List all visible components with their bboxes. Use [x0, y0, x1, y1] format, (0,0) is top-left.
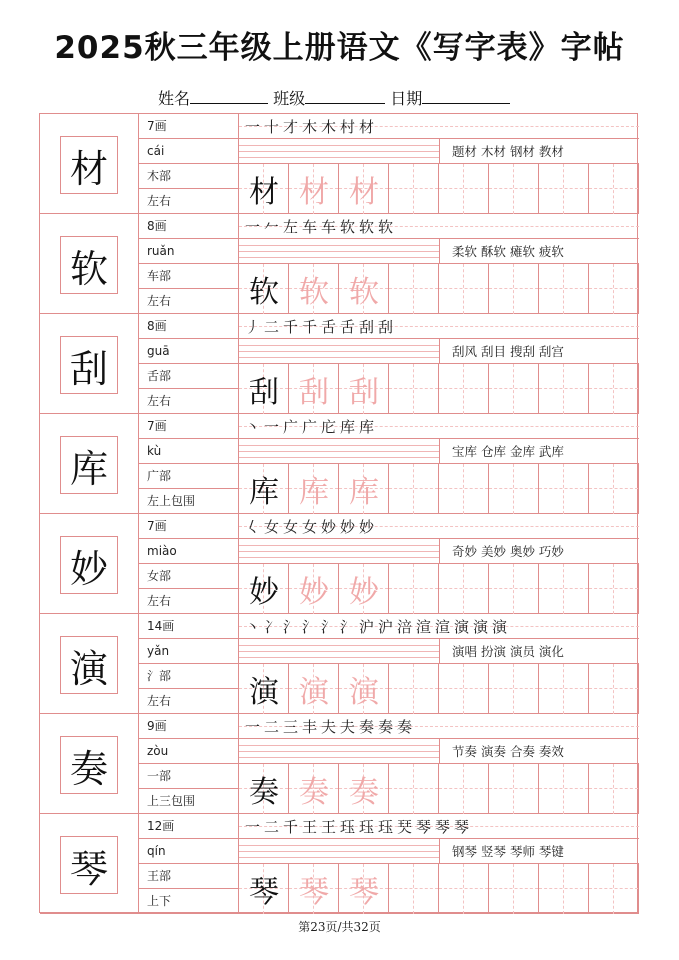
page-title: 2025秋三年级上册语文《写字表》字帖	[54, 30, 625, 66]
structure: 左右	[139, 289, 239, 314]
structure: 上下	[139, 889, 239, 914]
tianzige-cell[interactable]	[539, 264, 589, 314]
character-row	[40, 414, 639, 514]
pinyin-writing-lines[interactable]	[239, 539, 439, 564]
main-character: 材	[60, 136, 118, 194]
character-row	[40, 314, 639, 414]
radical: 王部	[139, 864, 239, 889]
stroke-order: 丶冫氵氵氵氵沪沪涪渲渲演演演	[245, 618, 512, 636]
model-character: 妙	[249, 575, 279, 610]
date-label: 日期	[390, 89, 423, 108]
main-character-cell	[40, 314, 139, 413]
main-character: 奏	[60, 736, 118, 794]
radical: 木部	[139, 164, 239, 189]
pinyin-writing-lines[interactable]	[239, 339, 439, 364]
stroke-count: 7画	[139, 514, 239, 539]
model-character: 库	[249, 475, 279, 510]
stroke-count: 9画	[139, 714, 239, 739]
trace-character: 奏	[299, 775, 329, 810]
stroke-count: 14画	[139, 614, 239, 639]
pinyin: guā	[139, 339, 239, 364]
tianzige-cell[interactable]	[539, 664, 589, 714]
stroke-order-line	[239, 314, 639, 339]
trace-character: 库	[299, 475, 329, 510]
structure: 左上包围	[139, 489, 239, 514]
main-character: 妙	[60, 536, 118, 594]
character-row	[40, 714, 639, 814]
trace-character: 琴	[349, 875, 379, 910]
tianzige-cell[interactable]	[389, 464, 439, 514]
radical: 车部	[139, 264, 239, 289]
pinyin-writing-lines[interactable]	[239, 839, 439, 864]
writing-grid[interactable]	[239, 764, 639, 814]
main-character-cell	[40, 214, 139, 313]
trace-character: 材	[299, 175, 329, 210]
tianzige-cell[interactable]	[439, 564, 489, 614]
pinyin-writing-lines[interactable]	[239, 139, 439, 164]
tianzige-cell[interactable]	[589, 664, 639, 714]
practice-sheet	[39, 113, 638, 913]
pinyin: qín	[139, 839, 239, 864]
radical: 舌部	[139, 364, 239, 389]
trace-character: 演	[349, 675, 379, 710]
trace-character: 琴	[299, 875, 329, 910]
main-character: 琴	[60, 836, 118, 894]
tianzige-cell[interactable]	[539, 464, 589, 514]
main-character-cell	[40, 514, 139, 613]
stroke-order: 一十才木木村材	[245, 118, 379, 136]
character-row	[40, 514, 639, 614]
tianzige-cell[interactable]	[489, 264, 539, 314]
structure: 左右	[139, 389, 239, 414]
stroke-count: 8画	[139, 214, 239, 239]
tianzige-cell[interactable]	[439, 364, 489, 414]
structure: 左右	[139, 689, 239, 714]
stroke-order: 丶一广广庀库库	[245, 418, 379, 436]
character-row	[40, 614, 639, 714]
tianzige-cell[interactable]	[489, 564, 539, 614]
tianzige-cell[interactable]	[589, 264, 639, 314]
tianzige-cell[interactable]	[389, 664, 439, 714]
tianzige-cell[interactable]	[439, 164, 489, 214]
radical: 氵部	[139, 664, 239, 689]
writing-grid[interactable]	[239, 364, 639, 414]
stroke-order: 丿二千千舌舌刮刮	[245, 318, 398, 336]
page-number: 第23页/共32页	[298, 920, 381, 934]
trace-character: 刮	[299, 375, 329, 410]
model-character: 琴	[249, 875, 279, 910]
example-words: 演唱 扮演 演员 演化	[439, 639, 639, 664]
tianzige-cell[interactable]	[589, 464, 639, 514]
tianzige-cell[interactable]	[589, 864, 639, 914]
example-words: 题材 木材 钢材 教材	[439, 139, 639, 164]
stroke-order-line	[239, 714, 639, 739]
model-character: 软	[249, 275, 279, 310]
tianzige-cell[interactable]	[489, 164, 539, 214]
tianzige-cell[interactable]	[439, 864, 489, 914]
example-words: 节奏 演奏 合奏 奏效	[439, 739, 639, 764]
tianzige-cell[interactable]	[389, 564, 439, 614]
tianzige-cell[interactable]	[489, 364, 539, 414]
trace-character: 奏	[349, 775, 379, 810]
main-character-cell	[40, 714, 139, 813]
stroke-count: 7画	[139, 114, 239, 139]
main-character-cell	[40, 114, 139, 213]
stroke-order: 一二三丰夫夫奏奏奏	[245, 718, 417, 736]
stroke-order: 𡿨女女女妙妙妙	[245, 518, 379, 536]
tianzige-cell[interactable]	[489, 664, 539, 714]
pinyin: miào	[139, 539, 239, 564]
model-character: 演	[249, 675, 279, 710]
writing-grid[interactable]	[239, 264, 639, 314]
pinyin: yǎn	[139, 639, 239, 664]
tianzige-cell[interactable]	[389, 364, 439, 414]
main-character: 刮	[60, 336, 118, 394]
stroke-count: 8画	[139, 314, 239, 339]
tianzige-cell[interactable]	[539, 164, 589, 214]
stroke-order-line	[239, 414, 639, 439]
stroke-order: 一𠂉左车车软软软	[245, 218, 398, 236]
structure: 左右	[139, 189, 239, 214]
stroke-count: 12画	[139, 814, 239, 839]
tianzige-cell[interactable]	[439, 264, 489, 314]
writing-grid[interactable]	[239, 464, 639, 514]
pinyin-writing-lines[interactable]	[239, 739, 439, 764]
trace-character: 软	[299, 275, 329, 310]
model-character: 刮	[249, 375, 279, 410]
trace-character: 库	[349, 475, 379, 510]
trace-character: 软	[349, 275, 379, 310]
example-words: 宝库 仓库 金库 武库	[439, 439, 639, 464]
trace-character: 妙	[299, 575, 329, 610]
pinyin: ruǎn	[139, 239, 239, 264]
writing-grid[interactable]	[239, 864, 639, 914]
main-character-cell	[40, 814, 139, 913]
tianzige-cell[interactable]	[389, 864, 439, 914]
tianzige-cell[interactable]	[539, 564, 589, 614]
name-label: 姓名	[158, 89, 191, 108]
stroke-order: 一二千王王珏珏珏珡琴琴琴	[245, 818, 474, 836]
tianzige-cell[interactable]	[589, 164, 639, 214]
pinyin-writing-lines[interactable]	[239, 239, 439, 264]
name-blank[interactable]	[190, 88, 268, 104]
pinyin-writing-lines[interactable]	[239, 639, 439, 664]
pinyin: cái	[139, 139, 239, 164]
stroke-count: 7画	[139, 414, 239, 439]
tianzige-cell[interactable]	[489, 464, 539, 514]
model-character: 材	[249, 175, 279, 210]
writing-grid[interactable]	[239, 564, 639, 614]
stroke-order-line	[239, 214, 639, 239]
example-words: 钢琴 竖琴 琴师 琴键	[439, 839, 639, 864]
character-row	[40, 814, 639, 914]
trace-character: 刮	[349, 375, 379, 410]
class-label: 班级	[273, 89, 306, 108]
structure: 上三包围	[139, 789, 239, 814]
class-blank[interactable]	[305, 88, 385, 104]
writing-grid[interactable]	[239, 664, 639, 714]
radical: 广部	[139, 464, 239, 489]
stroke-order-line	[239, 814, 639, 839]
tianzige-cell[interactable]	[589, 564, 639, 614]
tianzige-cell[interactable]	[439, 764, 489, 814]
stroke-order-line	[239, 514, 639, 539]
main-character-cell	[40, 414, 139, 513]
tianzige-cell[interactable]	[539, 764, 589, 814]
tianzige-cell[interactable]	[389, 164, 439, 214]
trace-character: 妙	[349, 575, 379, 610]
tianzige-cell[interactable]	[489, 864, 539, 914]
tianzige-cell[interactable]	[389, 764, 439, 814]
character-row	[40, 114, 639, 214]
radical: 女部	[139, 564, 239, 589]
tianzige-cell[interactable]	[389, 264, 439, 314]
pinyin: zòu	[139, 739, 239, 764]
pinyin-writing-lines[interactable]	[239, 439, 439, 464]
character-row	[40, 214, 639, 314]
date-blank[interactable]	[422, 88, 510, 104]
structure: 左右	[139, 589, 239, 614]
example-words: 奇妙 美妙 奥妙 巧妙	[439, 539, 639, 564]
student-info-line	[158, 86, 510, 109]
tianzige-cell[interactable]	[439, 464, 489, 514]
model-character: 奏	[249, 775, 279, 810]
trace-character: 演	[299, 675, 329, 710]
writing-grid[interactable]	[239, 164, 639, 214]
example-words: 柔软 酥软 瘫软 疲软	[439, 239, 639, 264]
tianzige-cell[interactable]	[439, 664, 489, 714]
main-character: 软	[60, 236, 118, 294]
tianzige-cell[interactable]	[589, 764, 639, 814]
tianzige-cell[interactable]	[489, 764, 539, 814]
stroke-order-line	[239, 614, 639, 639]
radical: 一部	[139, 764, 239, 789]
stroke-order-line	[239, 114, 639, 139]
example-words: 刮风 刮目 搜刮 刮宫	[439, 339, 639, 364]
tianzige-cell[interactable]	[589, 364, 639, 414]
main-character: 演	[60, 636, 118, 694]
tianzige-cell[interactable]	[539, 364, 589, 414]
tianzige-cell[interactable]	[539, 864, 589, 914]
trace-character: 材	[349, 175, 379, 210]
main-character-cell	[40, 614, 139, 713]
pinyin: kù	[139, 439, 239, 464]
main-character: 库	[60, 436, 118, 494]
